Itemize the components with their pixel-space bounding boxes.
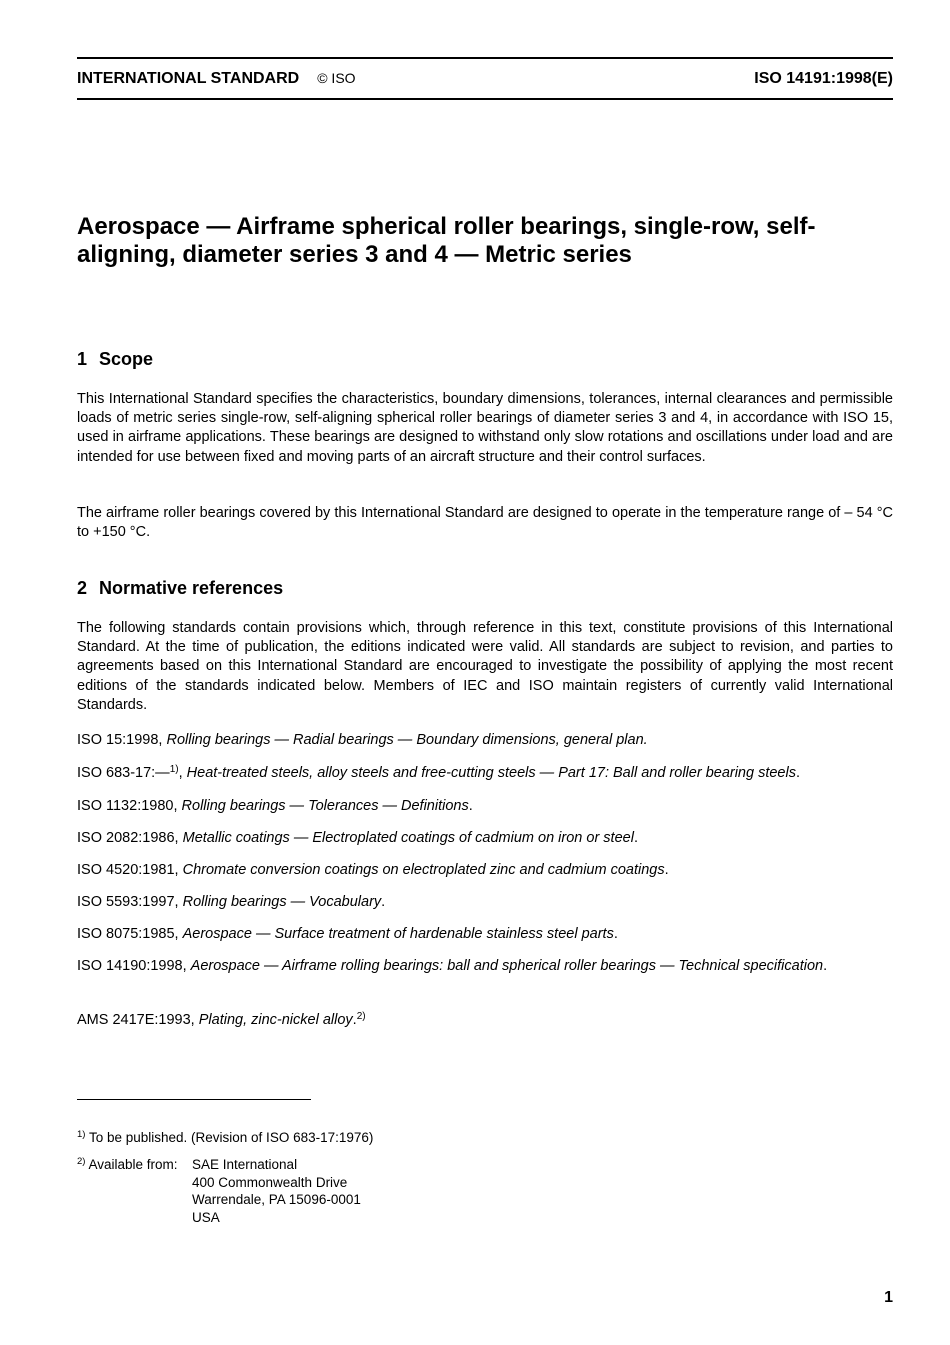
reference-iso-5593: ISO 5593:1997, Rolling bearings — Vocabulary. [77,894,386,910]
footnote-1: $^{1)}$ To be published. (Revision of ISO 683-17:1976) [77,1129,374,1145]
footnote-ref-2: 2) [356,1011,366,1022]
footnote-ref-1: 1) [169,764,179,775]
page-number: 1 [884,1289,893,1306]
scope-paragraph-1: This International Standard specifies the characteristics, boundary dimensions, tolerances, internal clearances and permissible loads of metric series single-row, self-aligning spherical roller bearings of diameter series 3 and 4, in accordance with ISO 15, used in airframe applications. These bearings are designed to withstand only slow rotations and oscillations under load and are intended for use between fixed and moving parts of an aircraft structure and their control surfaces. [77,391,893,465]
section-title: Scope [99,349,154,369]
section-number: 1 [77,349,88,369]
reference-iso-683-17: ISO 683-17:—$^{1)}$, Heat-treated steels, alloy steels and free-cutting steels — Part 17: Ball and roller bearing steels. [77,764,800,781]
header-rule-top [77,57,893,59]
header-copyright: © ISO [317,70,356,86]
running-header [77,70,893,90]
scope-paragraph-2: The airframe roller bearings covered by this International Standard are designed to operate in the temperature range of – 54 °C to +150 °C. [77,505,893,541]
section-heading-normative-references [77,577,283,599]
address-line: USA [192,1209,220,1225]
section-number: 2 [77,578,88,598]
footnote-2-address [192,1156,361,1226]
document-title: Aerospace — Airframe spherical roller bearings, single-row, self-aligning, diameter series 3 and 4 — Metric series [77,213,816,268]
header-rule-bottom [77,98,893,100]
reference-iso-1132: ISO 1132:1980, Rolling bearings — Tolerances — Definitions. [77,798,473,814]
address-line: Warrendale, PA 15096-0001 [192,1192,361,1207]
normative-intro-paragraph: The following standards contain provisions which, through reference in this text, constitute provisions of this International Standard. At the time of publication, the editions indicated were valid. All standards are subject to revision, and parties to agreements based on this International Standard are encouraged to investigate the possibility of applying the most recent editions of the standards indicated below. Members of IEC and ISO maintain registers of currently valid International Standards. [77,620,893,713]
reference-iso-14190: ISO 14190:1998, Aerospace — Airframe rolling bearings: ball and spherical roller bearings — Technical specification. [77,958,828,974]
document-page [77,0,893,1345]
address-line: SAE International [192,1157,298,1172]
reference-iso-2082: ISO 2082:1986, Metallic coatings — Electroplated coatings of cadmium on iron or steel. [77,830,638,846]
reference-ams-2417e: AMS 2417E:1993, Plating, zinc-nickel alloy.$^{2)}$ [77,1011,366,1028]
address-line: 400 Commonwealth Drive [192,1174,348,1190]
header-doc-type: INTERNATIONAL STANDARD © ISO [77,70,356,87]
header-doc-number: ISO 14191:1998(E) [754,70,893,87]
section-heading-scope [77,348,153,370]
reference-iso-4520: ISO 4520:1981, Chromate conversion coatings on electroplated zinc and cadmium coatings. [77,862,669,878]
reference-iso-15: ISO 15:1998, Rolling bearings — Radial bearings — Boundary dimensions, general plan. [77,732,648,748]
section-title: Normative references [99,578,284,598]
footnote-2: $^{2)}$ Available from: [77,1156,178,1172]
reference-iso-8075: ISO 8075:1985, Aerospace — Surface treatment of hardenable stainless steel parts. [77,926,618,942]
footnote-separator [77,1099,311,1100]
